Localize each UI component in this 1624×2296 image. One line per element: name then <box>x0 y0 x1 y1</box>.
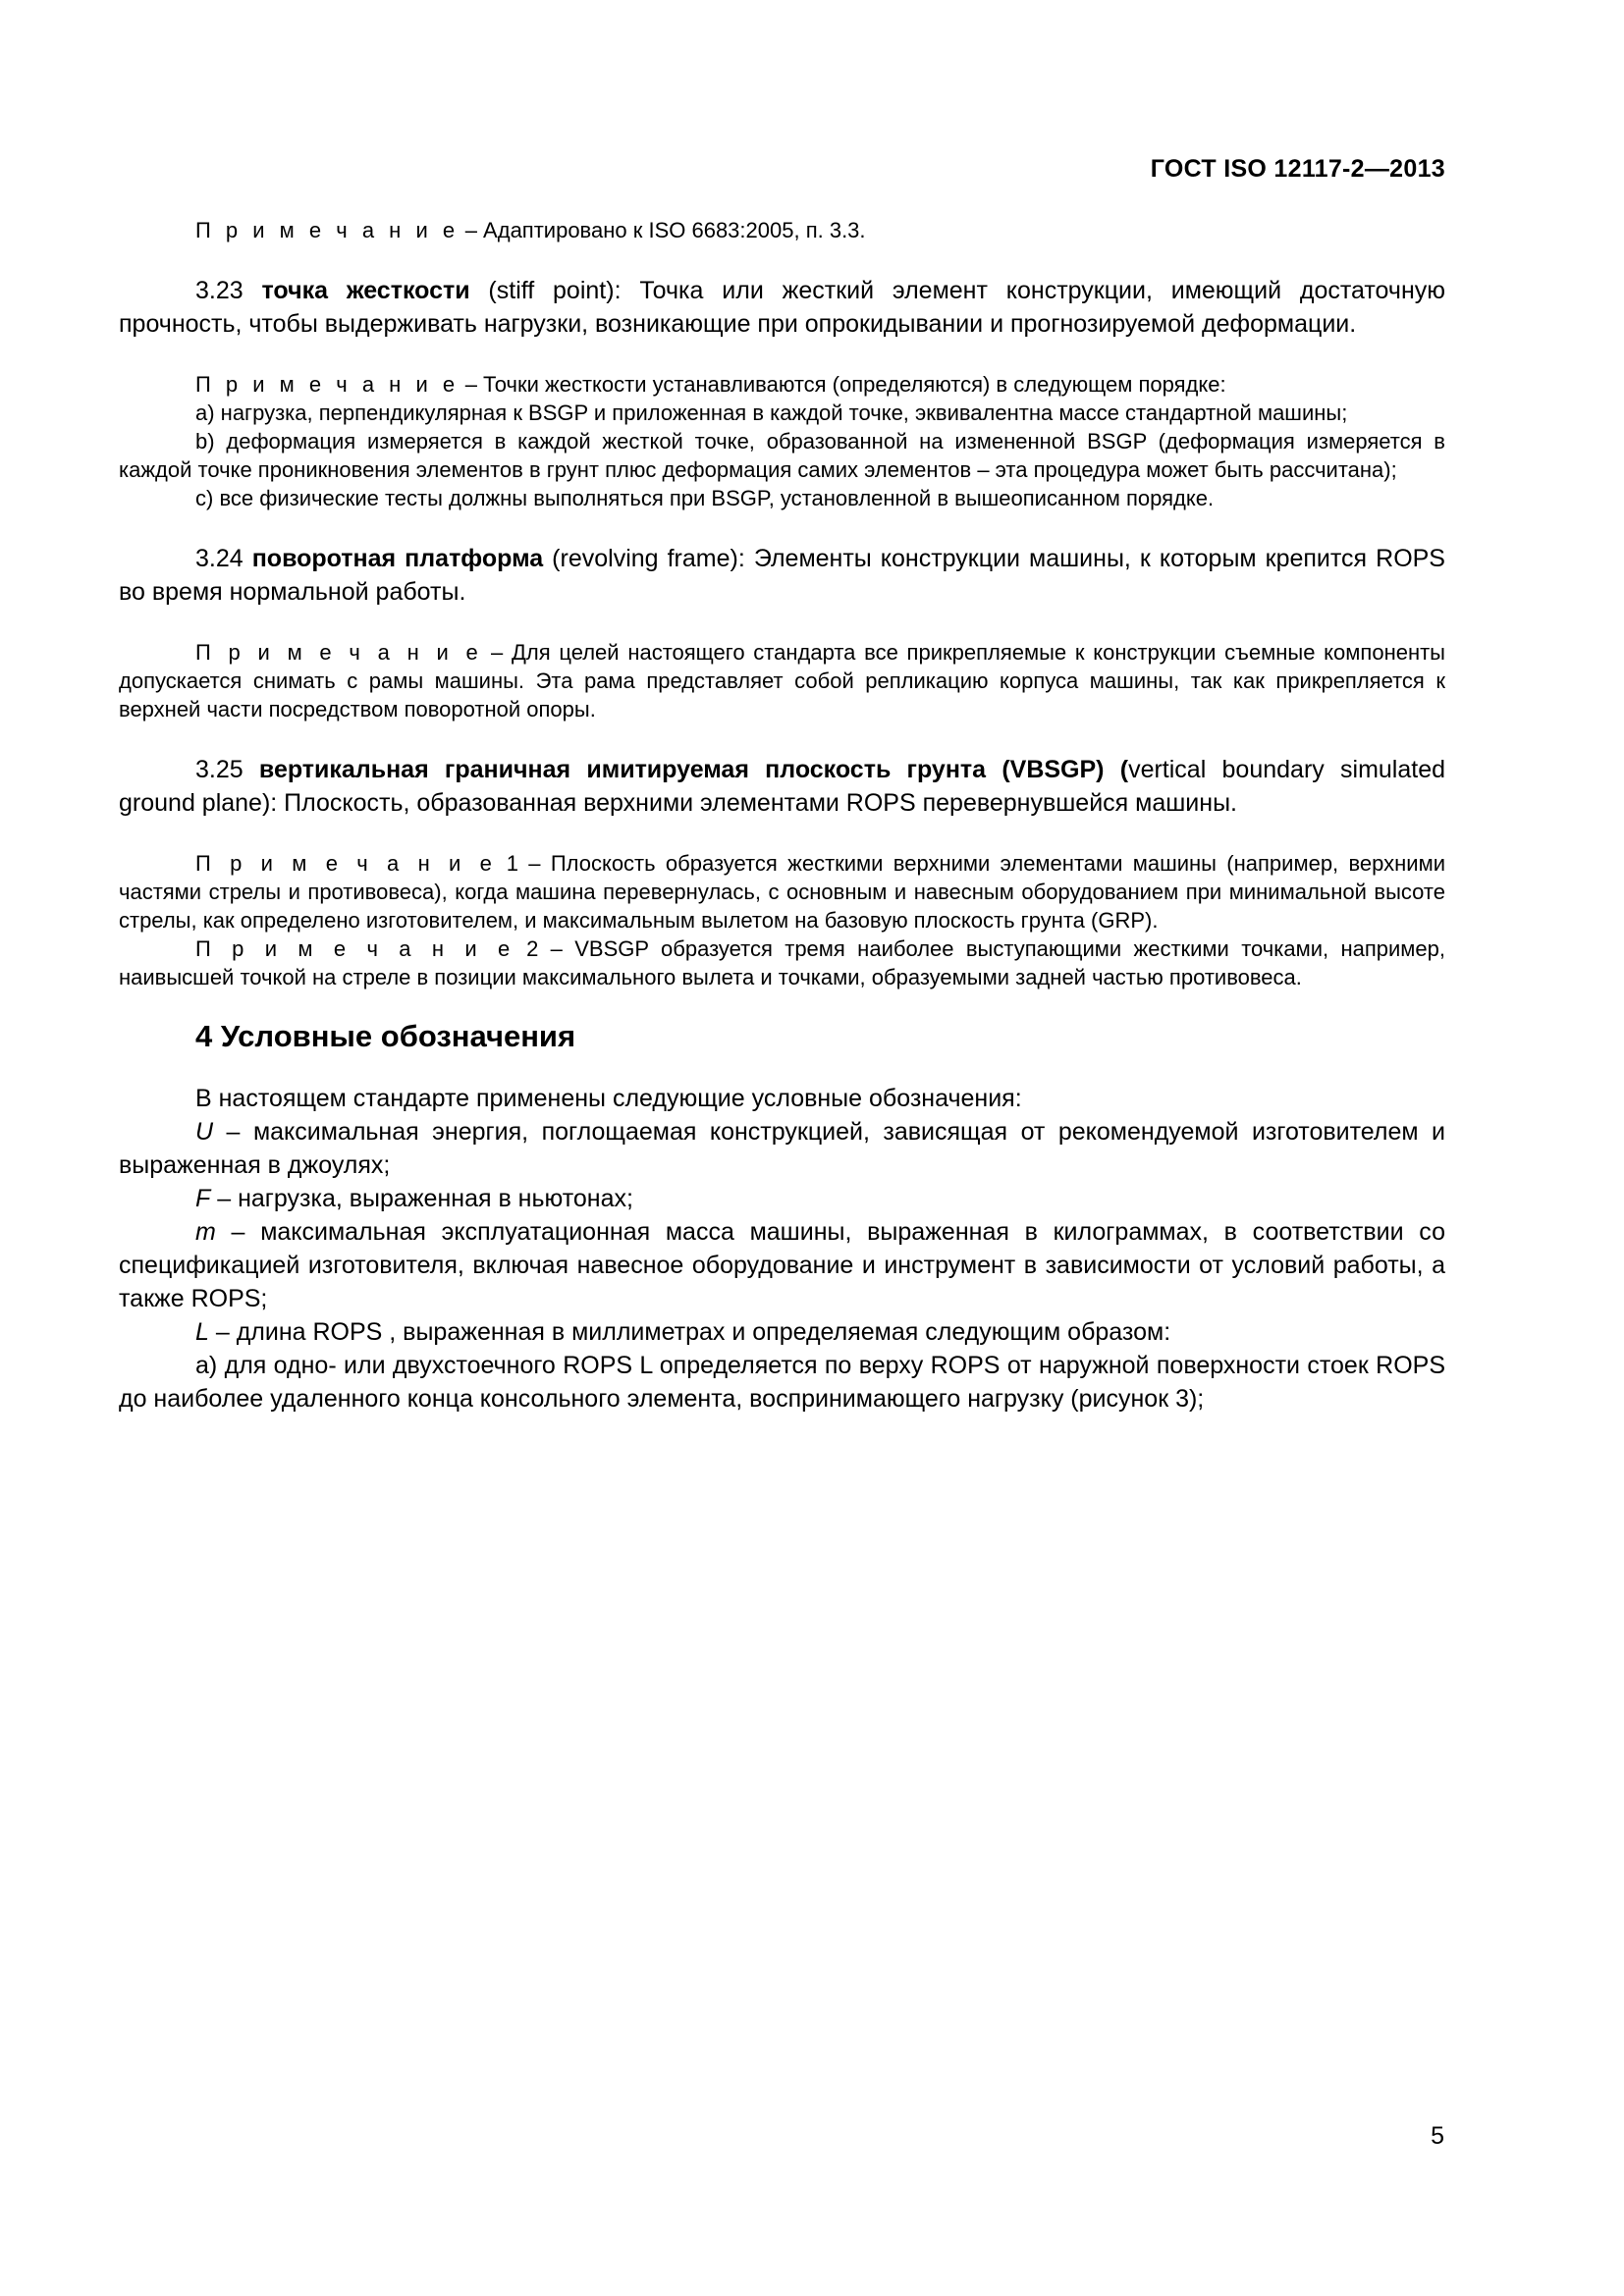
note-text: – Для целей настоящего стандарта все прикрепляемые к конструкции съемные компоненты допускается снимать с рамы машины. Эта рама представляет собой репликацию корпуса машины, так как прикрепляется к верхней части посредством поворотной опоры. <box>119 640 1445 721</box>
page-content <box>119 216 1445 1415</box>
symbol-item <box>119 1115 1445 1182</box>
note-3-25-1 <box>119 849 1445 934</box>
symbol: F <box>195 1185 211 1212</box>
note-label: П р и м е ч а н и е <box>195 372 460 397</box>
term-name: поворотная платформа <box>251 545 544 572</box>
symbol-description: – максимальная энергия, поглощаемая конструкцией, зависящая от рекомендуемой изготовителем и выраженная в джоулях; <box>119 1118 1445 1179</box>
note-number: 2 <box>514 936 539 961</box>
note-label: П р и м е ч а н и е <box>195 218 460 242</box>
symbol-description: – максимальная эксплуатационная масса машины, выраженная в килограммах, в соответствии со спецификацией изготовителя, включая навесное оборудование и инструмент в зависимости от условий работы, а также ROPS; <box>119 1218 1445 1312</box>
note-3-25-2 <box>119 934 1445 991</box>
note-intro <box>119 216 1445 244</box>
note-text: – Плоскость образуется жесткими верхними элементами машины (например, верхними частями стрелы и противовеса), когда машина перевернулась, с основным и навесным оборудованием при минимальной высоте стрелы, как определено изготовителем, и максимальным вылетом на базовую плоскость грунта (GRP). <box>119 851 1445 933</box>
term-3-25 <box>119 753 1445 820</box>
term-3-23 <box>119 274 1445 341</box>
symbol-description: – длина ROPS , выраженная в миллиметрах и определяемая следующим образом: <box>208 1318 1171 1346</box>
term-definition: (stiff point): Точка или жесткий элемент конструкции, имеющий достаточную прочность, чтобы выдерживать нагрузки, возникающие при опрокидывании и прогнозируемой деформации. <box>119 277 1445 338</box>
clause-number: 3.23 <box>195 277 262 304</box>
term-definition: (revolving frame): Элементы конструкции машины, к которым крепится ROPS во время нормальной работы. <box>119 545 1445 606</box>
note-number: 1 <box>496 851 518 876</box>
note-text: – Адаптировано к ISO 6683:2005, п. 3.3. <box>459 218 866 242</box>
note-3-23-item-c: c) все физические тесты должны выполняться при BSGP, установленной в вышеописанном порядке. <box>195 486 1215 510</box>
note-label: П р и м е ч а н и е <box>195 851 497 876</box>
note-label: П р и м е ч а н и е <box>195 936 514 961</box>
page-number: 5 <box>1431 2122 1444 2150</box>
note-text: – VBSGP образуется тремя наиболее выступающими жесткими точками, например, наивысшей точкой на стреле в позиции максимального вылета и точками, образуемыми задней частью противовеса. <box>119 936 1445 989</box>
symbol-item-a: а) для одно- или двухстоечного ROPS L определяется по верху ROPS от наружной поверхности стоек ROPS до наиболее удаленного конца консольного элемента, воспринимающего нагрузку (рисунок 3); <box>119 1352 1445 1413</box>
section-4-intro: В настоящем стандарте применены следующие условные обозначения: <box>195 1085 1022 1112</box>
clause-number: 3.24 <box>195 545 252 572</box>
term-name: вертикальная граничная имитируемая плоскость грунта (VBSGP) ( <box>258 756 1129 783</box>
clause-number: 3.25 <box>195 756 259 783</box>
term-definition: vertical boundary simulated ground plane): Плоскость, образованная верхними элементами ROPS перевернувшейся машины. <box>119 756 1446 817</box>
note-label: П р и м е ч а н и е <box>195 640 483 665</box>
section-4-heading: 4 Условные обозначения <box>195 1019 576 1053</box>
document-header: ГОСТ ISO 12117-2—2013 <box>1150 155 1445 183</box>
note-text: – Точки жесткости устанавливаются (определяются) в следующем порядке: <box>459 372 1226 397</box>
note-3-23 <box>119 370 1445 399</box>
symbol-item <box>119 1215 1445 1315</box>
symbol: m <box>195 1218 216 1246</box>
term-name: точка жесткости <box>261 277 470 304</box>
symbol: U <box>195 1118 214 1146</box>
note-3-24 <box>119 638 1445 723</box>
term-3-24 <box>119 542 1445 609</box>
note-3-23-item-b: b) деформация измеряется в каждой жесткой точке, образованной на измененной BSGP (деформация измеряется в каждой точке проникновения элементов в грунт плюс деформация самих элементов – эта процедура может быть рассчитана); <box>119 429 1445 482</box>
symbol: L <box>195 1318 209 1346</box>
note-3-23-item-a: а) нагрузка, перпендикулярная к BSGP и приложенная в каждой точке, эквивалентна массе стандартной машины; <box>195 400 1348 425</box>
symbol-item <box>119 1315 1445 1349</box>
symbol-item <box>119 1182 1445 1215</box>
symbol-description: – нагрузка, выраженная в ньютонах; <box>210 1185 633 1212</box>
